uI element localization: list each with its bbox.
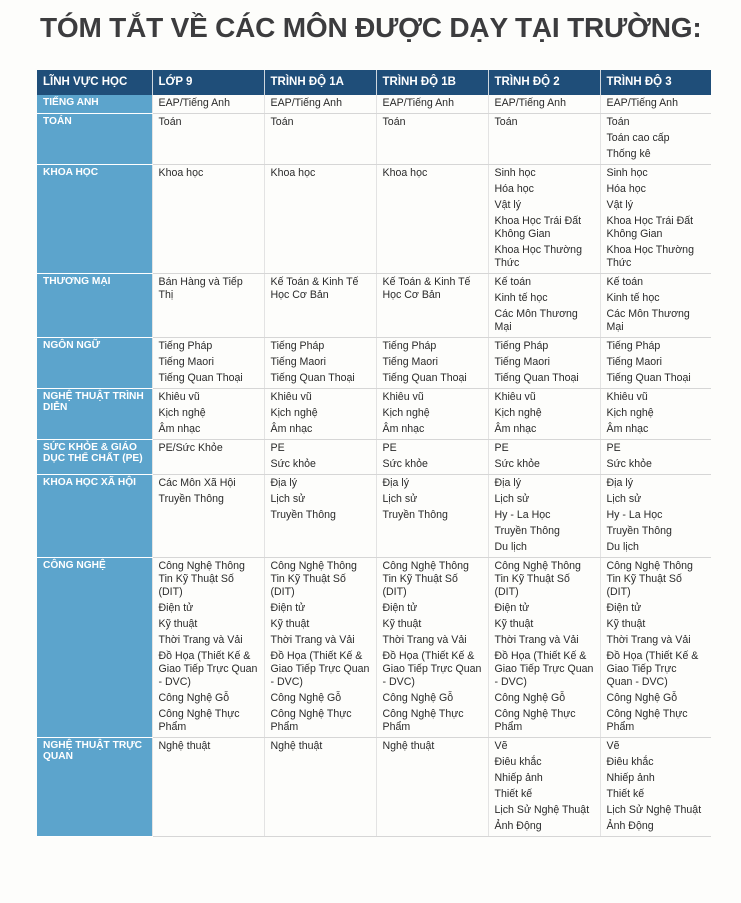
- subject-item: EAP/Tiếng Anh: [494, 97, 566, 109]
- subject-item: Điêu khắc: [494, 756, 542, 768]
- subject-item: EAP/Tiếng Anh: [270, 97, 342, 109]
- subject-item: Bán Hàng và Tiếp Thị: [158, 276, 243, 301]
- header-grade-9: LỚP 9: [152, 70, 264, 95]
- subject-item: Kế Toán & Kinh Tế Học Cơ Bản: [382, 276, 471, 301]
- subject-item: Lịch sử: [270, 493, 306, 505]
- table-cell: [376, 389, 488, 440]
- table-cell: [488, 338, 600, 389]
- table-cell: [600, 114, 711, 165]
- subject-item: Vẽ: [494, 740, 508, 752]
- subject-item: Truyền Thông: [494, 525, 560, 537]
- subject-item: Kế toán: [606, 276, 644, 288]
- subject-item: Âm nhạc: [494, 423, 537, 435]
- area-label: SỨC KHỎE & GIÁO DỤC THỂ CHẤT (PE): [37, 440, 152, 475]
- subject-item: Sinh học: [494, 167, 536, 179]
- table-row: [37, 274, 711, 338]
- table-cell: [488, 274, 600, 338]
- subject-item: Sinh học: [606, 167, 648, 179]
- table-row: [37, 165, 711, 274]
- subject-item: PE: [382, 442, 397, 454]
- subject-item: Tiếng Quan Thoại: [494, 372, 579, 384]
- subject-item: Đồ Họa (Thiết Kế & Giao Tiếp Trực Quan - DVC): [270, 650, 370, 688]
- subject-item: Sức khỏe: [382, 458, 428, 470]
- subject-item: Địa lý: [494, 477, 521, 489]
- subject-item: Tiếng Maori: [382, 356, 439, 368]
- subject-item: Điêu khắc: [606, 756, 654, 768]
- header-level-1b: TRÌNH ĐỘ 1B: [376, 70, 488, 95]
- subject-item: Tiếng Pháp: [158, 340, 213, 352]
- subject-item: Nghệ thuật: [382, 740, 435, 752]
- subject-item: Đồ Họa (Thiết Kế & Giao Tiếp Trực Quan - DVC): [606, 650, 699, 688]
- subject-item: Địa lý: [382, 477, 409, 489]
- subject-item: Công Nghệ Thực Phẩm: [494, 708, 576, 733]
- subject-item: Tiếng Maori: [494, 356, 551, 368]
- subject-item: Kịch nghệ: [494, 407, 542, 419]
- subject-item: Toán cao cấp: [606, 132, 670, 144]
- subject-item: Công Nghệ Thông Tin Kỹ Thuật Số (DIT): [158, 560, 245, 598]
- subject-item: PE/Sức Khỏe: [158, 442, 223, 454]
- subject-item: Truyền Thông: [382, 509, 448, 521]
- subject-item: Các Môn Thương Mại: [494, 308, 578, 333]
- subject-item: Khoa học: [382, 167, 428, 179]
- table-cell: [376, 114, 488, 165]
- table-row: [37, 389, 711, 440]
- subject-item: Truyền Thông: [270, 509, 336, 521]
- subject-item: Kỹ thuật: [382, 618, 422, 630]
- table-cell: [264, 738, 376, 837]
- table-cell: [488, 440, 600, 475]
- table-cell: [600, 440, 711, 475]
- subject-item: Thời Trang và Vải: [382, 634, 467, 646]
- area-label: NGHỆ THUẬT TRỰC QUAN: [37, 738, 152, 837]
- subject-item: PE: [494, 442, 509, 454]
- subject-item: Khiêu vũ: [382, 391, 424, 403]
- subject-item: Tiếng Quan Thoại: [606, 372, 691, 384]
- table-cell: [264, 114, 376, 165]
- subject-item: Vật lý: [494, 199, 521, 211]
- table-cell: [488, 95, 600, 114]
- header-level-2: TRÌNH ĐỘ 2: [488, 70, 600, 95]
- table-cell: [152, 558, 264, 738]
- subject-item: Âm nhạc: [382, 423, 425, 435]
- header-level-1a: TRÌNH ĐỘ 1A: [264, 70, 376, 95]
- table-cell: [264, 389, 376, 440]
- subject-item: Lịch Sử Nghệ Thuật: [606, 804, 702, 816]
- subject-item: Đồ Họa (Thiết Kế & Giao Tiếp Trực Quan - DVC): [494, 650, 594, 688]
- table-cell: [152, 440, 264, 475]
- subject-item: Vật lý: [606, 199, 633, 211]
- table-cell: [264, 440, 376, 475]
- page-title: TÓM TẮT VỀ CÁC MÔN ĐƯỢC DẠY TẠI TRƯỜNG:: [40, 12, 702, 43]
- header-area: LĨNH VỰC HỌC: [37, 70, 152, 95]
- subject-item: Công Nghệ Gỗ: [270, 692, 342, 704]
- subject-item: Kịch nghệ: [158, 407, 206, 419]
- subject-item: Vẽ: [606, 740, 620, 752]
- subject-item: Toán: [494, 116, 518, 128]
- subject-item: EAP/Tiếng Anh: [382, 97, 454, 109]
- subject-item: PE: [270, 442, 285, 454]
- table-cell: [600, 165, 711, 274]
- subject-item: Đồ Họa (Thiết Kế & Giao Tiếp Trực Quan - DVC): [382, 650, 482, 688]
- table-cell: [152, 738, 264, 837]
- subject-item: Khoa Học Thường Thức: [494, 244, 582, 269]
- subject-item: Công Nghệ Gỗ: [158, 692, 230, 704]
- header-level-3: TRÌNH ĐỘ 3: [600, 70, 711, 95]
- table-cell: [600, 389, 711, 440]
- subject-item: Kinh tế học: [606, 292, 660, 304]
- subject-item: EAP/Tiếng Anh: [158, 97, 230, 109]
- table-cell: [264, 165, 376, 274]
- table-cell: [376, 558, 488, 738]
- subject-item: Kỹ thuật: [158, 618, 198, 630]
- table-cell: [152, 274, 264, 338]
- subject-item: Công Nghệ Gỗ: [382, 692, 454, 704]
- table-cell: [152, 95, 264, 114]
- subject-item: Kỹ thuật: [606, 618, 646, 630]
- subject-item: Khoa Học Thường Thức: [606, 244, 694, 269]
- table-header-row: [37, 70, 711, 95]
- subject-item: Tiếng Maori: [606, 356, 663, 368]
- subject-item: Điện tử: [382, 602, 418, 614]
- table-cell: [152, 114, 264, 165]
- subject-item: Thống kê: [606, 148, 651, 160]
- subject-item: Công Nghệ Thực Phẩm: [606, 708, 688, 733]
- subject-item: Tiếng Quan Thoại: [158, 372, 243, 384]
- subject-item: Lịch sử: [606, 493, 642, 505]
- subject-item: Thiết kế: [494, 788, 533, 800]
- subject-item: Kỹ thuật: [494, 618, 534, 630]
- subject-item: Thời Trang và Vải: [158, 634, 243, 646]
- subject-item: Hy - La Học: [494, 509, 551, 521]
- area-label: THƯƠNG MẠI: [37, 274, 152, 338]
- subject-item: Sức khỏe: [606, 458, 652, 470]
- subject-item: Toán: [158, 116, 182, 128]
- table-cell: [264, 95, 376, 114]
- area-label: KHOA HỌC: [37, 165, 152, 274]
- subject-item: Tiếng Quan Thoại: [270, 372, 355, 384]
- subject-item: Lịch sử: [382, 493, 418, 505]
- subject-item: Âm nhạc: [606, 423, 649, 435]
- subject-item: Điện tử: [270, 602, 306, 614]
- subject-item: Nhiếp ảnh: [494, 772, 543, 784]
- subject-item: Lịch sử: [494, 493, 530, 505]
- table-cell: [600, 738, 711, 837]
- table-cell: [376, 440, 488, 475]
- subject-item: Các Môn Thương Mại: [606, 308, 690, 333]
- subject-item: Nhiếp ảnh: [606, 772, 655, 784]
- table-cell: [264, 274, 376, 338]
- subject-item: Kịch nghệ: [606, 407, 654, 419]
- table-cell: [152, 389, 264, 440]
- table-cell: [264, 558, 376, 738]
- subject-item: Đồ Họa (Thiết Kế & Giao Tiếp Trực Quan - DVC): [158, 650, 258, 688]
- subject-item: Tiếng Maori: [270, 356, 327, 368]
- table-cell: [488, 114, 600, 165]
- area-label: TOÁN: [37, 114, 152, 165]
- subject-item: Công Nghệ Thông Tin Kỹ Thuật Số (DIT): [382, 560, 469, 598]
- subject-item: Thời Trang và Vải: [494, 634, 579, 646]
- table-cell: [488, 558, 600, 738]
- subject-item: Thiết kế: [606, 788, 645, 800]
- subject-item: Điện tử: [606, 602, 642, 614]
- subject-item: Công Nghệ Thông Tin Kỹ Thuật Số (DIT): [606, 560, 693, 598]
- subject-item: Tiếng Maori: [158, 356, 215, 368]
- subject-item: Nghệ thuật: [270, 740, 323, 752]
- table-cell: [488, 389, 600, 440]
- area-label: KHOA HỌC XÃ HỘI: [37, 475, 152, 558]
- table-cell: [152, 475, 264, 558]
- table-cell: [488, 165, 600, 274]
- table-cell: [600, 274, 711, 338]
- table-cell: [488, 738, 600, 837]
- subject-item: Truyền Thông: [158, 493, 224, 505]
- subject-item: Công Nghệ Thông Tin Kỹ Thuật Số (DIT): [270, 560, 357, 598]
- table-row: [37, 338, 711, 389]
- subject-item: Lịch Sử Nghệ Thuật: [494, 804, 590, 816]
- subject-item: Khiêu vũ: [158, 391, 200, 403]
- table-cell: [152, 338, 264, 389]
- table-cell: [376, 274, 488, 338]
- subject-item: Địa lý: [270, 477, 297, 489]
- subject-item: Công Nghệ Gỗ: [494, 692, 566, 704]
- subject-item: Kế Toán & Kinh Tế Học Cơ Bản: [270, 276, 359, 301]
- table-cell: [376, 338, 488, 389]
- subject-item: Thời Trang và Vải: [270, 634, 355, 646]
- subject-item: Khiêu vũ: [494, 391, 536, 403]
- subject-item: Khoa Học Trái Đất Không Gian: [494, 215, 582, 240]
- subject-item: PE: [606, 442, 621, 454]
- subject-item: Kỹ thuật: [270, 618, 310, 630]
- subject-item: Công Nghệ Thực Phẩm: [382, 708, 464, 733]
- subject-item: Khiêu vũ: [606, 391, 648, 403]
- subject-item: Khoa Học Trái Đất Không Gian: [606, 215, 694, 240]
- table-cell: [600, 95, 711, 114]
- subject-item: Toán: [382, 116, 406, 128]
- table-row: [37, 114, 711, 165]
- table-cell: [376, 738, 488, 837]
- table-row: [37, 475, 711, 558]
- subject-item: Công Nghệ Gỗ: [606, 692, 678, 704]
- table-row: [37, 558, 711, 738]
- subject-item: Sức khỏe: [494, 458, 540, 470]
- table-cell: [600, 338, 711, 389]
- subject-item: Ảnh Động: [494, 820, 542, 832]
- table-cell: [264, 338, 376, 389]
- subject-item: Khoa học: [270, 167, 316, 179]
- subject-item: Du lịch: [494, 541, 527, 553]
- subject-item: Hóa học: [494, 183, 534, 195]
- subject-item: Địa lý: [606, 477, 633, 489]
- subject-item: Tiếng Quan Thoại: [382, 372, 467, 384]
- subjects-table: [37, 70, 711, 837]
- subject-item: Tiếng Pháp: [270, 340, 325, 352]
- subject-item: Kịch nghệ: [382, 407, 430, 419]
- subject-item: Âm nhạc: [158, 423, 201, 435]
- subject-item: Kinh tế học: [494, 292, 548, 304]
- table-row: [37, 440, 711, 475]
- area-label: TIẾNG ANH: [37, 95, 152, 114]
- subject-item: Thời Trang và Vải: [606, 634, 691, 646]
- subject-item: Nghệ thuật: [158, 740, 211, 752]
- subject-item: Tiếng Pháp: [494, 340, 549, 352]
- subject-item: Các Môn Xã Hội: [158, 477, 236, 489]
- table-cell: [264, 475, 376, 558]
- subject-item: Ảnh Động: [606, 820, 654, 832]
- table-cell: [376, 95, 488, 114]
- subject-item: Tiếng Pháp: [382, 340, 437, 352]
- table-cell: [376, 165, 488, 274]
- table-cell: [488, 475, 600, 558]
- area-label: NGHỆ THUẬT TRÌNH DIỄN: [37, 389, 152, 440]
- table-cell: [600, 475, 711, 558]
- subject-item: Công Nghệ Thông Tin Kỹ Thuật Số (DIT): [494, 560, 581, 598]
- subject-item: Công Nghệ Thực Phẩm: [158, 708, 240, 733]
- subject-item: Hy - La Học: [606, 509, 663, 521]
- subject-item: Kế toán: [494, 276, 532, 288]
- table-cell: [376, 475, 488, 558]
- table-row: [37, 95, 711, 114]
- subject-item: Du lịch: [606, 541, 639, 553]
- subject-item: Sức khỏe: [270, 458, 316, 470]
- subject-item: Truyền Thông: [606, 525, 672, 537]
- subject-item: Tiếng Pháp: [606, 340, 661, 352]
- area-label: CÔNG NGHỆ: [37, 558, 152, 738]
- area-label: NGÔN NGỮ: [37, 338, 152, 389]
- table-cell: [600, 558, 711, 738]
- subject-item: Kịch nghệ: [270, 407, 318, 419]
- subject-item: Khoa học: [158, 167, 204, 179]
- subject-item: Toán: [270, 116, 294, 128]
- table-body: [37, 95, 711, 837]
- subject-item: Điện tử: [158, 602, 194, 614]
- subject-item: Âm nhạc: [270, 423, 313, 435]
- subject-item: Điện tử: [494, 602, 530, 614]
- subject-item: Công Nghệ Thực Phẩm: [270, 708, 352, 733]
- table-row: [37, 738, 711, 837]
- subject-item: EAP/Tiếng Anh: [606, 97, 678, 109]
- subject-item: Toán: [606, 116, 630, 128]
- table-cell: [152, 165, 264, 274]
- subject-item: Hóa học: [606, 183, 646, 195]
- subject-item: Khiêu vũ: [270, 391, 312, 403]
